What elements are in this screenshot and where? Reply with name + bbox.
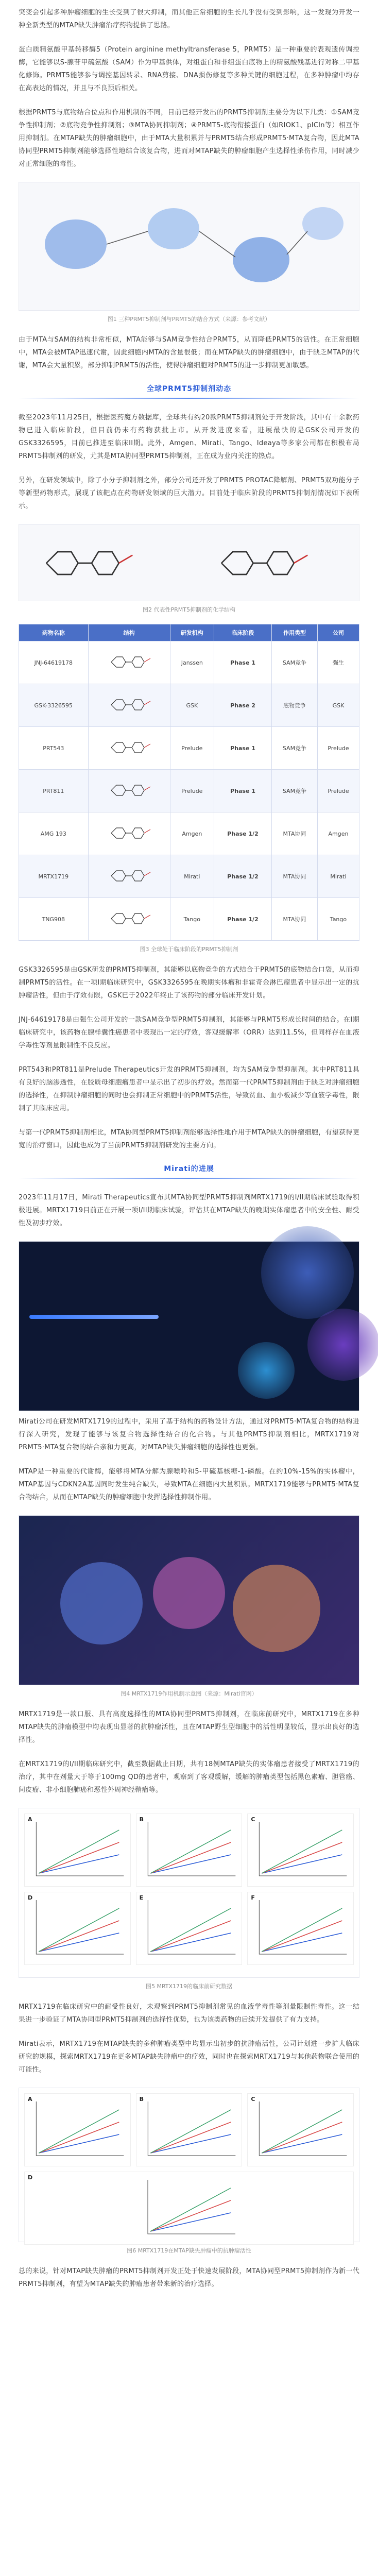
chemical-structure-icon	[106, 777, 152, 803]
series-line-2	[39, 2110, 119, 2153]
table-header-cell: 临床阶段	[214, 624, 272, 641]
panel-label: C	[251, 1816, 255, 1823]
paragraph: 总的来说，针对MTAP缺失肿瘤的PRMT5抑制剂开发正处于快速发展阶段，MTA协同型PRMT5抑制剂作为新一代PRMT5抑制剂，有望为MTAP缺失的肿瘤患者带来新的治疗选择。	[19, 2267, 359, 2288]
paragraph: MTAP是一种重要的代谢酶，能够将MTA分解为腺嘌呤和5-甲硫基核糖-1-磷酸。在约10%-15%的实体瘤中，MTAP基因与CDKN2A基因同时发生纯合缺失，导致MTA在细胞内大量积累。MRTX1719能够与PRMT5·MTA复合物结合，从而在MTAP缺失的肿瘤细胞中发挥选择性抑制作用。	[19, 1468, 359, 1501]
table-row	[19, 855, 359, 898]
structure-cell	[88, 812, 170, 855]
mrtx-decor-blob-0	[261, 1226, 354, 1319]
series-line-2	[262, 2110, 342, 2153]
protein-blob-0	[45, 219, 107, 269]
paragraph: GSK3326595是由GSK研发的PRMT5抑制剂，其能够以底物竞争的方式结合于PRMT5的底物结合口袋，从而抑制PRMT5的活性。在一项I期临床研究中，GSK3326595在晚期实体瘤和非霍奇金淋巴瘤患者中显示出一定的抗肿瘤活性，但由于疗效有限，GSK已于2022年终止了该药物的部分临床开发计划。	[19, 966, 359, 999]
table-row	[19, 684, 359, 727]
table-header-cell: 作用类型	[271, 624, 317, 641]
figure-caption: 图1 三种PRMT5抑制剂与PRMT5的结合方式（来源：参考文献）	[107, 316, 271, 323]
table-cell: Phase 2	[214, 684, 272, 727]
paragraph: 2023年11月17日，Mirati Therapeutics宣布其MTA协同型PRMT5抑制剂MRTX1719的I/II期临床试验取得积极进展。MRTX1719目前正在开展一项I/II期临床试验，评估其在MTAP缺失的晚期实体瘤患者中的安全性、耐受性及初步疗效。	[19, 1194, 359, 1227]
paragraph: Mirati表示，MRTX1719在MTAP缺失的多种肿瘤类型中均显示出初步的抗肿瘤活性，公司计划进一步扩大临床研究的规模，探索MRTX1719在更多MTAP缺失肿瘤中的疗效，同时也在探索MRTX1719与其他药物联合使用的可能性。	[19, 2040, 359, 2074]
series-line-2	[262, 1908, 342, 1952]
protein-blob-2	[233, 237, 289, 282]
mrtx-decor-blob-1	[307, 1309, 378, 1381]
figure-caption: 图4 MRTX1719作用机制示意图（来源：Mirati官网）	[121, 1690, 257, 1697]
table-cell: Tango	[317, 898, 359, 941]
table-cell: Amgen	[317, 812, 359, 855]
table-row	[19, 727, 359, 770]
mrtx-mechanism-infographic	[19, 1516, 359, 1685]
mini-chart-0	[24, 2093, 131, 2166]
mini-chart-2	[247, 2093, 354, 2166]
structure-cell	[88, 770, 170, 812]
panel-label: D	[28, 2174, 33, 2181]
section-banner	[19, 1163, 359, 1179]
panel-plot	[248, 1814, 353, 1886]
table-cell: PRT543	[19, 727, 89, 770]
section-title: 全球PRMT5抑制剂动态	[146, 385, 232, 393]
table-cell: TNG908	[19, 898, 89, 941]
table-cell: Tango	[170, 898, 214, 941]
table-caption: 图3 全球处于临床阶段的PRMT5抑制剂	[140, 946, 238, 953]
table-cell: Phase 1/2	[214, 898, 272, 941]
table-cell: GSK	[170, 684, 214, 727]
paragraph: PRT543和PRT811是Prelude Therapeutics开发的PRMT5抑制剂，均为SAM竞争型抑制剂。其中PRT811具有良好的脑渗透性，在胶质母细胞瘤患者中显示出了初步的疗效。然而第一代PRMT5抑制剂由于缺乏对肿瘤细胞的选择性，在抑制肿瘤细胞的同时也会抑制正常细胞中的PRMT5活性，导致贫血、血小板减少等血液学毒性，限制了其临床应用。	[19, 1066, 359, 1112]
paragraph: 截至2023年11月25日，根据医药魔方数据库，全球共有约20款PRMT5抑制剂处于开发阶段，其中有十余款药物已进入临床阶段，但目前仍未有药物获批上市。从开发进度来看，进展最快的是GSK公司开发的GSK3326595，目前已推进至临床II期。此外，Amgen、Mirati、Tango、Ideaya等多家公司都在积极布局PRMT5抑制剂的研发，尤其是MTA协同型PRMT5抑制剂，正在成为业内关注的热点。	[19, 414, 359, 460]
chemical-structure-icon	[194, 535, 328, 591]
structure-cell	[88, 855, 170, 898]
chart-grid	[19, 1808, 359, 1970]
cell-circle-2	[233, 1565, 320, 1652]
chemical-structure-icon	[35, 535, 138, 591]
chemical-structure-icon	[106, 863, 152, 889]
cell-circle-0	[60, 1562, 143, 1645]
mini-chart-3	[24, 1892, 131, 1965]
arrow-line-2	[287, 231, 307, 255]
table-cell: SAM竞争	[271, 641, 317, 684]
figure-infographic	[19, 1515, 359, 1685]
panel-plot	[136, 1814, 242, 1886]
figure-drug	[19, 524, 359, 601]
figure-data2	[19, 2088, 359, 2242]
panel-label: B	[139, 2096, 144, 2103]
table-header-cell: 结构	[88, 624, 170, 641]
panel-label: E	[139, 1894, 144, 1901]
figure-mechanism	[19, 182, 359, 311]
figure-mrtx	[19, 1241, 359, 1411]
structure-cell	[88, 641, 170, 684]
table-cell: SAM竞争	[271, 770, 317, 812]
series-line-2	[150, 2110, 231, 2153]
chemical-structure-icon	[106, 820, 152, 846]
series-line-2	[150, 1830, 231, 1873]
table-cell: MTA协同	[271, 898, 317, 941]
table-cell: Janssen	[170, 641, 214, 684]
table-row	[19, 641, 359, 684]
prmt5-mechanism-diagram	[19, 182, 359, 310]
paragraph: MRTX1719在临床研究中的耐受性良好，未观察到PRMT5抑制剂常见的血液学毒性等剂量限制性毒性。这一结果进一步验证了MTA协同型PRMT5抑制剂的选择性优势，也为该类药物的后续开发提供了有力支持。	[19, 2003, 359, 2024]
cell-circle-1	[153, 1557, 225, 1629]
chemical-structure-icon	[106, 649, 152, 675]
figure-caption: 图6 MRTX1719在MTAP缺失肿瘤中的抗肿瘤活性	[127, 2247, 251, 2254]
paragraph: 与第一代PRMT5抑制剂相比，MTA协同型PRMT5抑制剂能够选择性地作用于MTAP缺失的肿瘤细胞，有望获得更宽的治疗窗口，因此也成为了当前PRMT5抑制剂研发的主要方向。	[19, 1129, 359, 1149]
table-cell: Amgen	[170, 812, 214, 855]
table-cell: MTA协同	[271, 812, 317, 855]
table-cell: Phase 1/2	[214, 812, 272, 855]
paragraph: 根据PRMT5与底物结合位点和作用机制的不同，目前已经开发出的PRMT5抑制剂主要分为以下几类：①SAM竞争性抑制剂；②底物竞争性抑制剂；③MTA协同抑制剂；④PRMT5-底物衔接蛋白（如RIOK1、pICln等）相互作用抑制剂。在MTAP缺失的肿瘤细胞中，由于MTA大量积累并与PRMT5结合形成PRMT5·MTA复合物，因此MTA协同型PRMT5抑制剂能够选择性地结合该复合物，进而对MTAP缺失的肿瘤细胞产生选择性杀伤作用，同时减少对正常细胞的毒性。	[19, 109, 359, 168]
table-cell: MTA协同	[271, 855, 317, 898]
paragraph: 突变会引起多种肿瘤细胞的生长受到了很大抑制，而其他正常细胞的生长几乎没有受到影响，这一发现为开发一种全新类型的MTAP缺失肿瘤治疗药物提供了思路。	[19, 9, 359, 29]
panel-label: F	[251, 1894, 255, 1901]
table-cell: Phase 1	[214, 727, 272, 770]
table-cell: Phase 1/2	[214, 855, 272, 898]
panel-plot	[248, 1892, 353, 1964]
panel-plot	[25, 1814, 130, 1886]
mini-chart-3	[24, 2172, 354, 2245]
paragraph: Mirati公司在研发MRTX1719的过程中，采用了基于结构的药物设计方法，通过对PRMT5·MTA复合物的结构进行深入研究，发现了能够与该复合物选择性结合的化合物。与其他PRMT5抑制剂相比，MRTX1719对PRMT5·MTA复合物的结合亲和力更高，对MTAP缺失肿瘤细胞的选择性也更强。	[19, 1418, 359, 1451]
mrtx-progress-bar	[29, 1315, 159, 1319]
mini-chart-1	[136, 1814, 243, 1887]
panel-label: B	[139, 1816, 144, 1823]
table-header-cell: 药物名称	[19, 624, 89, 641]
chemical-structure-icon	[106, 735, 152, 760]
chemical-structure-icon	[106, 906, 152, 931]
table-row	[19, 812, 359, 855]
figure-data1	[19, 1808, 359, 1978]
panel-label: A	[28, 2096, 32, 2103]
series-line-2	[39, 1908, 119, 1952]
panel-plot	[136, 2094, 242, 2166]
mini-chart-4	[136, 1892, 243, 1965]
table-cell: 强生	[317, 641, 359, 684]
table-row	[19, 898, 359, 941]
protein-blob-3	[302, 207, 343, 240]
table-cell: Mirati	[317, 855, 359, 898]
drug-pipeline-table	[19, 624, 359, 941]
table-cell: JNJ-64619178	[19, 641, 89, 684]
series-line-2	[39, 1830, 119, 1873]
table-cell: PRT811	[19, 770, 89, 812]
panel-label: C	[251, 2096, 255, 2103]
mini-chart-0	[24, 1814, 131, 1887]
mrtx-decor-blob-2	[238, 1342, 295, 1399]
table-header-row	[19, 624, 359, 641]
table-header-cell: 研发机构	[170, 624, 214, 641]
figure-caption: 图2 代表性PRMT5抑制剂的化学结构	[143, 606, 235, 613]
series-line-2	[150, 2188, 231, 2231]
mini-chart-5	[247, 1892, 354, 1965]
panel-plot	[136, 1892, 242, 1964]
structure-cell	[88, 898, 170, 941]
paragraph: 由于MTA与SAM的结构非常相似，MTA能够与SAM竞争性结合PRMT5，从而降低PRMT5的活性。在正常细胞中，MTA会被MTAP迅速代谢，因此细胞内MTA的含量很低；而在MTAP缺失的肿瘤细胞中，由于缺乏MTAP的代谢，MTA会大量积累，部分抑制PRMT5的活性，使得肿瘤细胞对PRMT5的进一步抑制更加敏感。	[19, 336, 359, 369]
section-title: Mirati的进展	[164, 1165, 214, 1173]
table-cell: Phase 1	[214, 641, 272, 684]
structure-cell	[88, 684, 170, 727]
table-cell: Prelude	[170, 770, 214, 812]
series-line-2	[150, 1908, 231, 1952]
table-cell: GSK	[317, 684, 359, 727]
arrow-line-0	[107, 231, 148, 244]
paragraph: MRTX1719是一款口服、具有高度选择性的MTA协同型PRMT5抑制剂，在临床前研究中，MRTX1719在多种MTAP缺失的肿瘤模型中均表现出显著的抗肿瘤活性，且在MTAP野生型细胞中的活性明显较低，显示出良好的选择性。	[19, 1710, 359, 1744]
mini-chart-2	[247, 1814, 354, 1887]
paragraph: JNJ-64619178是由强生公司开发的一款SAM竞争型PRMT5抑制剂，其能够与PRMT5形成长时间的结合。在I期临床研究中，该药物在腺样囊性癌患者中表现出一定的疗效，客观缓解率（ORR）达到11.5%，但同样存在血液学毒性等剂量限制性不良反应。	[19, 1016, 359, 1049]
chart-grid	[19, 2088, 359, 2250]
table-cell: GSK-3326595	[19, 684, 89, 727]
table-cell: MRTX1719	[19, 855, 89, 898]
table-cell: SAM竞争	[271, 727, 317, 770]
panel-label: D	[28, 1894, 33, 1901]
section-divider	[19, 1178, 359, 1179]
arrow-line-1	[199, 231, 235, 257]
table-cell: 底物竞争	[271, 684, 317, 727]
figure-caption: 图5 MRTX1719的临床前研究数据	[145, 1983, 233, 1990]
panel-plot	[25, 1892, 130, 1964]
mini-chart-1	[136, 2093, 243, 2166]
table-cell: Phase 1	[214, 770, 272, 812]
paragraph: 在MRTX1719的I/II期临床研究中，截至数据截止日期，共有18例MTAP缺失的实体瘤患者接受了MRTX1719的治疗，其中在剂量大于等于100mg QD的患者中，观察到了客观缓解，缓解的肿瘤类型包括黑色素瘤、胆管癌、间皮瘤、非小细胞肺癌和恶性外周神经鞘瘤等。	[19, 1760, 359, 1794]
table-cell: AMG 193	[19, 812, 89, 855]
table-cell: Mirati	[170, 855, 214, 898]
chemical-structure-icon	[106, 692, 152, 718]
paragraph: 蛋白质精氨酸甲基转移酶5（Protein arginine methyltransferase 5，PRMT5）是一种重要的表观遗传调控酶，它能够以S-腺苷甲硫氨酸（SAM）作为甲基供体，对组蛋白和非组蛋白底物上的精氨酸残基进行对称二甲基化修饰。PRMT5能够参与调控基因转录、RNA剪接、DNA损伤修复等多种关键的细胞过程，在多种肿瘤中均存在高表达的情况，并且与不良预后相关。	[19, 46, 359, 92]
panel-plot	[25, 2094, 130, 2166]
section-divider	[19, 398, 359, 399]
panel-plot	[248, 2094, 353, 2166]
table-cell: Prelude	[317, 770, 359, 812]
table-row	[19, 770, 359, 812]
section-banner	[19, 383, 359, 399]
table-cell: Prelude	[317, 727, 359, 770]
series-line-2	[262, 1830, 342, 1873]
structure-cell	[88, 727, 170, 770]
panel-plot	[25, 2172, 353, 2244]
table-header-cell: 公司	[317, 624, 359, 641]
paragraph: 另外，在研发领域中，除了小分子抑制剂之外，部分公司还开发了PRMT5 PROTAC降解剂、PRMT5双功能分子等新型药物形式，展现了该靶点在药物研发领域的巨大潜力。目前处于临床阶段的PRMT5抑制剂情况如下表所示。	[19, 477, 359, 510]
panel-label: A	[28, 1816, 32, 1823]
table-cell: Prelude	[170, 727, 214, 770]
protein-blob-1	[148, 208, 199, 249]
